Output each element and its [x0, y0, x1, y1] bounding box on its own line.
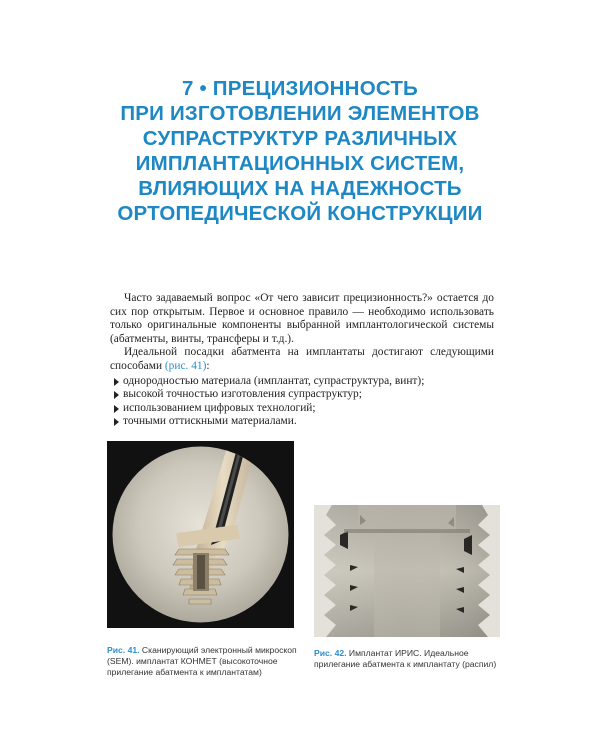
list-item: точными оттискными материалами. [110, 415, 494, 429]
paragraph-methods-text: Идеальной посадки абатмента на имплантаты достигают следующими способами [110, 346, 494, 372]
figure-42-caption-text: Имплантат ИРИС. Идеальное прилегание абатмента к имплантату (распил) [314, 648, 497, 669]
title-line: ИМПЛАНТАЦИОННЫХ СИСТЕМ, [135, 152, 465, 175]
list-item: однородностью материала (имплантат, супраструктура, винт); [110, 375, 494, 389]
figure-41-label: Рис. 41. [107, 645, 140, 655]
body-text [110, 292, 494, 429]
list-item: использованием цифровых технологий; [110, 402, 494, 416]
title-line: ВЛИЯЮЩИХ НА НАДЕЖНОСТЬ [138, 177, 462, 200]
figure-41-caption-text: Сканирующий электронный микроскоп (SEM). имплантат КОНМЕТ (высокоточное прилегание абатмента к имплантатам) [107, 645, 297, 677]
title-line: СУПРАСТРУКТУР РАЗЛИЧНЫХ [142, 127, 458, 150]
figure-42-cross-section-image [314, 505, 500, 637]
methods-list [110, 375, 494, 429]
figure-41-reference-link[interactable]: (рис. 41) [164, 359, 207, 372]
chapter-title [60, 76, 540, 226]
figure-42-label: Рис. 42. [314, 648, 347, 658]
figure-41-sem-image [107, 441, 294, 628]
list-item: высокой точностью изготовления супраструктур; [110, 388, 494, 402]
paragraph-methods-end: : [206, 359, 210, 372]
paragraph-intro: Часто задаваемый вопрос «От чего зависит прецизионность?» остается до сих пор открытым. Первое и основное правило — необходимо использовать только оригинальные компоненты выбранной имплантологической системы (абатменты, винты, трансферы и т.д.). [110, 292, 494, 345]
paragraph-methods [110, 346, 494, 373]
figure-42-caption [314, 648, 510, 670]
title-line: ОРТОПЕДИЧЕСКОЙ КОНСТРУКЦИИ [117, 202, 483, 225]
title-line: ПРИ ИЗГОТОВЛЕНИИ ЭЛЕМЕНТОВ [120, 102, 480, 125]
title-line: 7 • ПРЕЦИЗИОННОСТЬ [182, 77, 418, 100]
figure-41-caption [107, 645, 302, 678]
